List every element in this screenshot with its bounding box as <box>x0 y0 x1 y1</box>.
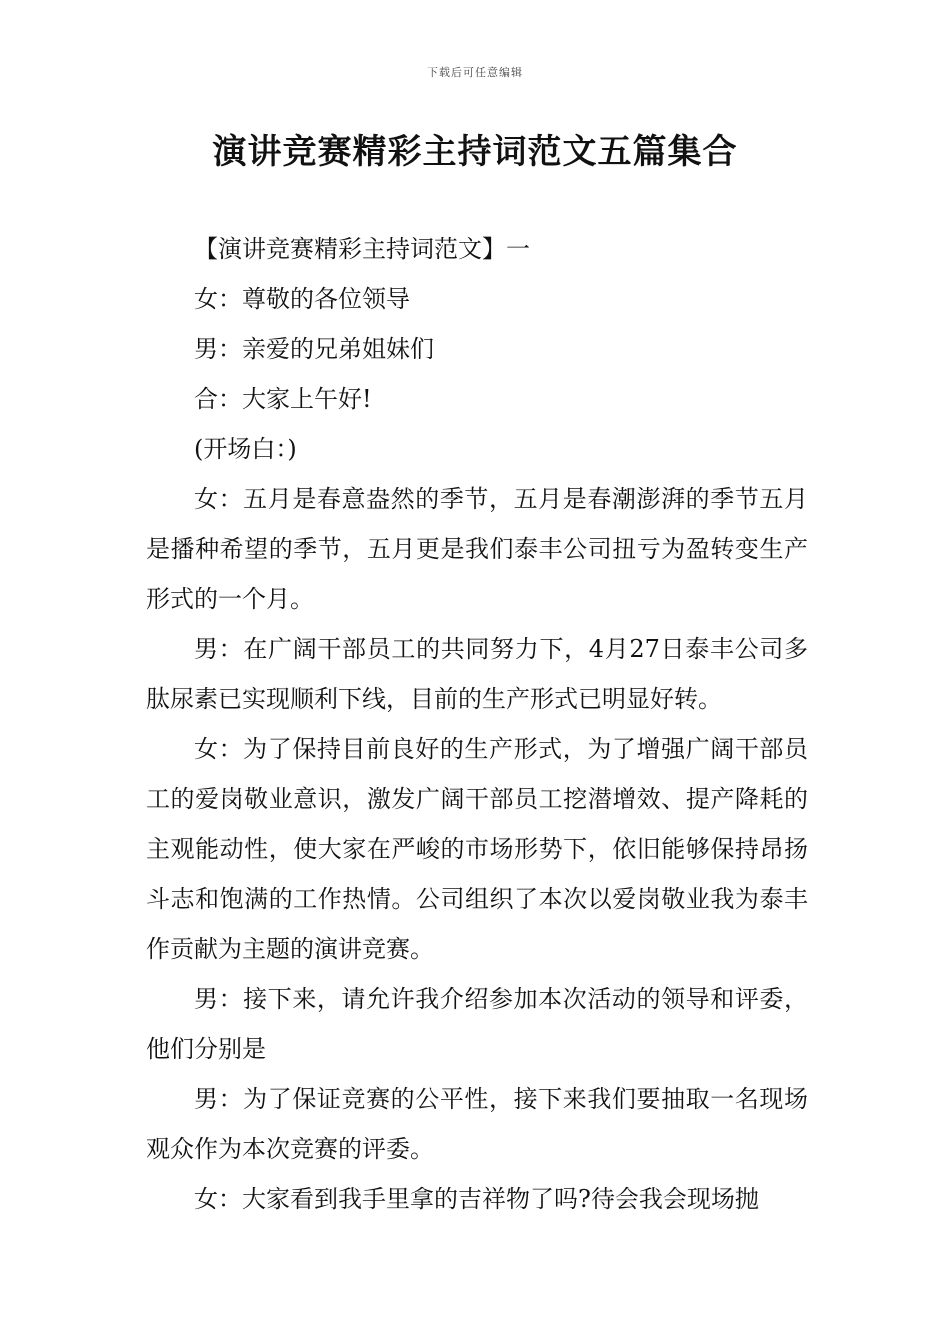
paragraph: 女：尊敬的各位领导 <box>194 285 410 313</box>
paragraph: 女：五月是春意盎然的季节，五月是春潮澎湃的季节五月是播种希望的季节，五月更是我们泰丰公司扭亏为盈转变生产形式的一个月。 <box>146 485 808 613</box>
document-body <box>146 224 808 1224</box>
header-note: 下载后可任意编辑 <box>427 66 523 79</box>
paragraph: 男：亲爱的兄弟姐妹们 <box>194 335 434 363</box>
paragraph: 男：为了保证竞赛的公平性，接下来我们要抽取一名现场观众作为本次竞赛的评委。 <box>146 1085 808 1163</box>
paragraph: 女：大家看到我手里拿的吉祥物了吗?待会我会现场抛 <box>194 1185 759 1213</box>
paragraph-section-heading: 【演讲竞赛精彩主持词范文】一 <box>194 235 530 263</box>
paragraph: 男：在广阔干部员工的共同努力下，4月27日泰丰公司多肽尿素已实现顺利下线，目前的生产形式已明显好转。 <box>146 635 808 713</box>
document-title: 演讲竞赛精彩主持词范文五篇集合 <box>212 132 738 172</box>
paragraph: 男：接下来，请允许我介绍参加本次活动的领导和评委，他们分别是 <box>146 985 808 1063</box>
paragraph: (开场白：) <box>194 435 297 463</box>
paragraph: 合：大家上午好! <box>194 385 372 413</box>
paragraph: 女：为了保持目前良好的生产形式，为了增强广阔干部员工的爱岗敬业意识，激发广阔干部员工挖潜增效、提产降耗的主观能动性，使大家在严峻的市场形势下，依旧能够保持昂扬斗志和饱满的工作热情。公司组织了本次以爱岗敬业我为泰丰作贡献为主题的演讲竞赛。 <box>146 735 808 963</box>
